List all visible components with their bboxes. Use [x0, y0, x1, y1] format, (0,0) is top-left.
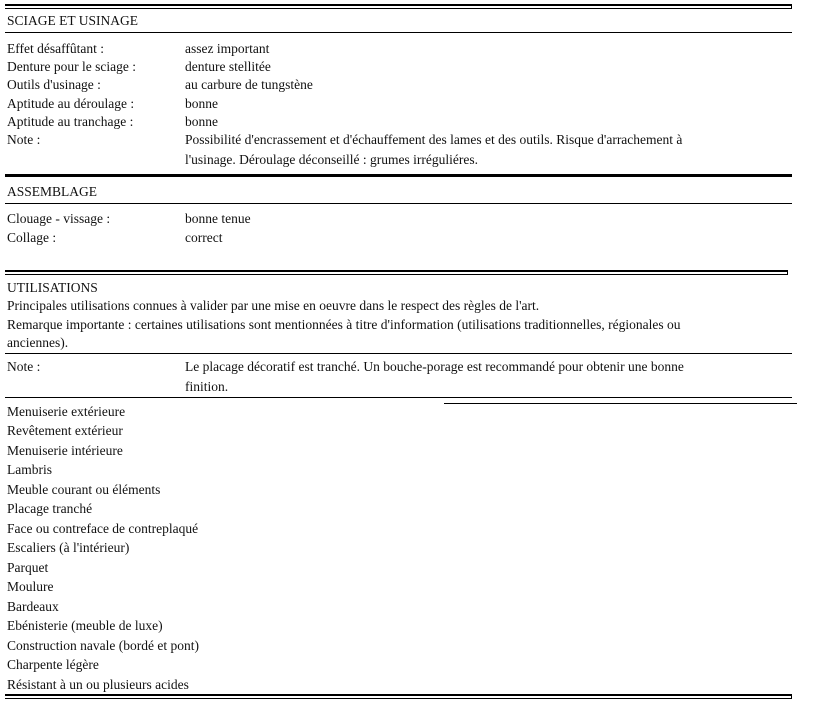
list-item: Revêtement extérieur	[7, 423, 123, 438]
row-value: denture stellitée	[185, 59, 271, 74]
row-value: bonne	[185, 114, 218, 129]
list-item: Menuiserie extérieure	[7, 404, 126, 419]
row-label: Denture pour le sciage :	[7, 59, 136, 74]
row-value: assez important	[185, 41, 270, 56]
row-value: correct	[185, 230, 223, 245]
list-item: Bardeaux	[7, 599, 59, 614]
row-value: bonne tenue	[185, 211, 251, 226]
section-title-sciage: SCIAGE ET USINAGE	[7, 13, 138, 28]
utilisations-remark-line-1: Remarque importante : certaines utilisations sont mentionnées à titre d'information (utilisations traditionnelles, régionales ou	[7, 317, 681, 332]
row-label: Clouage - vissage :	[7, 211, 111, 226]
section-rule	[5, 353, 792, 354]
list-item: Résistant à un ou plusieurs acides	[7, 677, 189, 692]
section-title-utilisations: UTILISATIONS	[7, 280, 98, 295]
section-thick-rule	[5, 174, 792, 177]
row-label: Aptitude au tranchage :	[7, 114, 134, 129]
row-label: Aptitude au déroulage :	[7, 96, 135, 111]
list-item: Moulure	[7, 579, 54, 594]
section-rule	[5, 203, 792, 204]
list-item: Parquet	[7, 560, 49, 575]
note-text-line-2: finition.	[185, 379, 229, 394]
section-rule	[5, 32, 792, 33]
section-title-assemblage: ASSEMBLAGE	[7, 184, 98, 199]
row-label: Outils d'usinage :	[7, 77, 101, 92]
row-value: bonne	[185, 96, 218, 111]
note-label: Note :	[7, 132, 41, 147]
section-double-rule	[5, 270, 788, 275]
utilisations-intro: Principales utilisations connues à valider par une mise en oeuvre dans le respect des règles de l'art.	[7, 298, 540, 313]
list-item: Placage tranché	[7, 501, 93, 516]
list-item: Meuble courant ou éléments	[7, 482, 161, 497]
note-text-line-2: l'usinage. Déroulage déconseillé : grumes irréguliéres.	[185, 152, 478, 167]
top-double-rule	[5, 4, 792, 9]
row-label: Collage :	[7, 230, 57, 245]
list-item: Menuiserie intérieure	[7, 443, 123, 458]
row-value: au carbure de tungstène	[185, 77, 313, 92]
bottom-double-rule	[5, 694, 792, 699]
list-item: Construction navale (bordé et pont)	[7, 638, 199, 653]
section-rule	[5, 397, 792, 398]
note-text-line-1: Le placage décoratif est tranché. Un bouche-porage est recommandé pour obtenir une bonne	[185, 359, 684, 374]
list-item: Charpente légère	[7, 657, 99, 672]
row-label: Effet désaffûtant :	[7, 41, 104, 56]
utilisations-remark-line-2: anciennes).	[7, 335, 69, 350]
list-item: Escaliers (à l'intérieur)	[7, 540, 130, 555]
offset-rule	[444, 403, 797, 404]
list-item: Face ou contreface de contreplaqué	[7, 521, 199, 536]
list-item: Ebénisterie (meuble de luxe)	[7, 618, 163, 633]
note-text-line-1: Possibilité d'encrassement et d'échauffement des lames et des outils. Risque d'arrachement à	[185, 132, 683, 147]
note-label: Note :	[7, 359, 41, 374]
list-item: Lambris	[7, 462, 52, 477]
